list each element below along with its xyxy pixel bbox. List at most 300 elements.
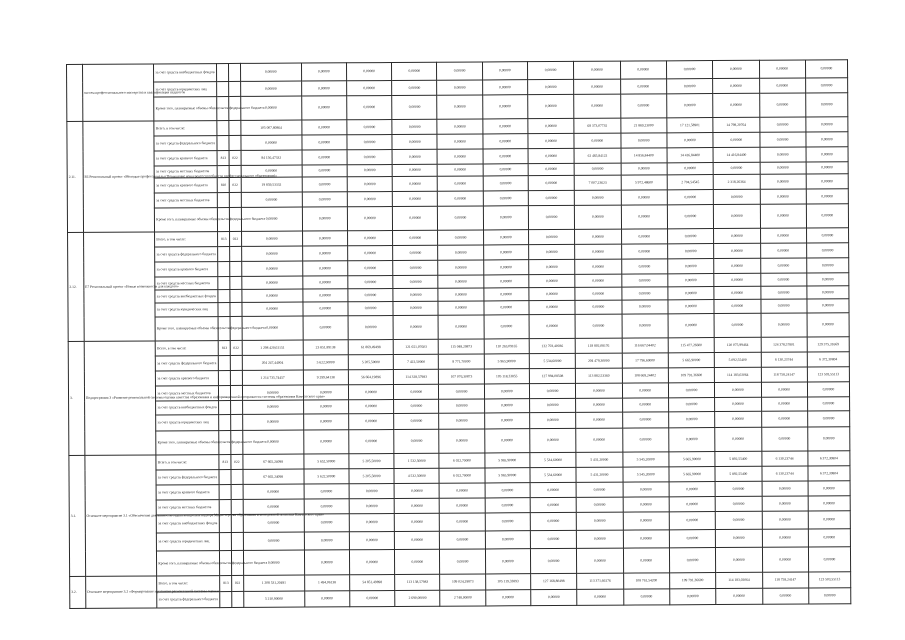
amount-cell: 0,00000 — [667, 133, 713, 148]
section-code — [231, 469, 243, 484]
amount-cell: 0,00000 — [440, 531, 485, 549]
ministry-code — [217, 82, 229, 97]
section-code — [232, 591, 244, 607]
amount-cell: 0,00000 — [392, 176, 437, 191]
section-code: 022 — [229, 150, 241, 165]
amount-cell: 0,00000 — [576, 512, 622, 530]
section-code — [229, 120, 241, 135]
amount-cell: 0,00000 — [576, 482, 622, 497]
amount-cell: 0,00000 — [807, 397, 849, 411]
amount-cell: 0,00000 — [576, 398, 622, 412]
amount-cell: 0,00000 — [806, 162, 848, 174]
amount-cell: 0,00000 — [241, 207, 302, 231]
amount-cell: 0,00000 — [304, 514, 349, 532]
amount-cell: 0,00000 — [348, 400, 393, 414]
amount-cell: 0,00000 — [528, 229, 574, 244]
amount-cell: 0,00000 — [761, 427, 807, 451]
amount-cell: 0,00000 — [575, 229, 621, 244]
section-code — [231, 532, 243, 550]
section-code — [229, 135, 241, 150]
amount-cell: 5 205,50000 — [348, 355, 393, 370]
section-code — [229, 63, 241, 81]
ministry-code — [220, 532, 232, 550]
amount-cell: 0,00000 — [241, 246, 302, 261]
amount-cell: 0,00000 — [576, 428, 622, 452]
amount-cell: 0,00000 — [807, 258, 849, 273]
funding-source: Кроме того, планируемые объемы обязательств федерального бюджета — [154, 97, 217, 121]
amount-cell: 0,00000 — [527, 61, 573, 79]
amount-cell: 0,00000 — [393, 315, 438, 339]
amount-cell: 0,00000 — [438, 206, 483, 230]
amount-cell: 0,00000 — [302, 192, 347, 207]
amount-cell: 5 431,20000 — [576, 452, 622, 467]
program-name: Основное мероприятие 3.2 «Формирование и развитие региональной системы оценки — [85, 576, 157, 608]
ministry-code — [219, 356, 231, 371]
amount-cell: 124 378,57801 — [761, 337, 807, 352]
amount-cell: 0,00000 — [302, 120, 347, 135]
amount-cell: 1 494,06138 — [304, 575, 349, 591]
amount-cell: 0,00000 — [715, 511, 761, 529]
amount-cell: 0,00000 — [668, 398, 714, 412]
funding-source: за счет средств внебюджетных фондов — [157, 515, 220, 533]
amount-cell: 0,00000 — [485, 590, 530, 606]
amount-cell: 0,00000 — [761, 397, 807, 411]
funding-source: за счет средств федерального бюджета — [154, 136, 217, 151]
amount-cell: 0,00000 — [574, 163, 620, 175]
amount-cell: 0,00000 — [621, 205, 667, 229]
amount-cell: 0,00000 — [529, 274, 575, 287]
amount-cell: 23 851,89138 — [303, 340, 348, 355]
amount-cell: 0,00000 — [715, 411, 761, 427]
amount-cell: 2 690,00000 — [395, 590, 440, 606]
amount-cell: 127 994,08508 — [529, 368, 575, 383]
amount-cell: 0,00000 — [483, 275, 528, 288]
amount-cell: 114 183,02064 — [715, 367, 761, 382]
amount-cell: 0,00000 — [670, 589, 716, 605]
amount-cell: 0,00000 — [714, 313, 760, 337]
ministry-code: 813 — [219, 341, 231, 356]
amount-cell: 0,00000 — [347, 231, 392, 246]
funding-source: Всего, в том числе: — [157, 576, 220, 592]
amount-cell: 0,00000 — [483, 119, 528, 134]
amount-cell: 0,00000 — [243, 499, 304, 514]
amount-cell: 0,00000 — [303, 430, 348, 454]
amount-cell: 0,00000 — [575, 300, 621, 314]
amount-cell: 0,00000 — [241, 276, 302, 289]
funding-source: за счет средств краевого бюджета — [154, 151, 217, 166]
amount-cell: 0,00000 — [761, 382, 807, 397]
amount-cell: 0,00000 — [242, 414, 303, 430]
amount-cell: 0,00000 — [760, 243, 806, 258]
amount-cell: 0,00000 — [528, 79, 574, 94]
funding-source: за счет средств юридических лиц — [157, 533, 220, 551]
ministry-code: 813 — [219, 454, 231, 469]
table-body — [67, 60, 851, 609]
amount-cell: 0,00000 — [761, 411, 807, 427]
amount-cell: 0,00000 — [483, 164, 528, 176]
amount-cell: 0,00000 — [622, 383, 668, 398]
funding-source: за счет средств краевого бюджета — [156, 485, 219, 500]
amount-cell: 0,00000 — [623, 589, 669, 605]
amount-cell: 0,00000 — [760, 273, 806, 286]
amount-cell: 0,00000 — [242, 289, 303, 302]
amount-cell: 0,00000 — [304, 591, 349, 607]
amount-cell: 0,00000 — [623, 530, 669, 548]
amount-cell: 0,00000 — [392, 191, 437, 206]
amount-cell: 5 205,50000 — [349, 469, 394, 484]
amount-cell: 0,00000 — [621, 163, 667, 175]
amount-cell: 0,00000 — [669, 548, 715, 573]
amount-cell: 4 532,50000 — [394, 468, 439, 483]
amount-cell: 0,00000 — [576, 383, 622, 398]
amount-cell: 5 965,90000 — [485, 453, 530, 468]
amount-cell: 0,00000 — [577, 589, 623, 605]
amount-cell: 5 652,50000 — [304, 454, 349, 469]
amount-cell: 5 665,90000 — [669, 467, 715, 482]
amount-cell: 0,00000 — [760, 299, 806, 313]
funding-source: за счет средств федерального бюджета — [156, 356, 219, 371]
section-code — [230, 276, 242, 289]
amount-cell: 123 503,55113 — [808, 572, 850, 588]
amount-cell: 0,00000 — [530, 482, 576, 497]
amount-cell: 0,00000 — [438, 176, 483, 191]
amount-cell: 0,00000 — [303, 289, 348, 302]
amount-cell: 0,00000 — [438, 260, 483, 275]
section-code — [229, 192, 241, 207]
amount-cell: 0,00000 — [530, 512, 576, 530]
amount-cell: 113 882,53360 — [576, 368, 622, 383]
amount-cell: 204 247,44004 — [242, 355, 303, 370]
amount-cell: 0,00000 — [622, 300, 668, 314]
amount-cell: 0,00000 — [715, 382, 761, 397]
amount-cell: 0,00000 — [667, 94, 713, 118]
amount-cell: 0,00000 — [392, 134, 437, 149]
funding-source: за счет средств краевого бюджета — [155, 262, 218, 277]
amount-cell: 0,00000 — [302, 177, 347, 192]
amount-cell: 0,00000 — [759, 93, 805, 117]
amount-cell: 0,00000 — [437, 95, 482, 119]
funding-source: за счет средств внебюджетных фондов — [156, 401, 219, 415]
amount-cell: 0,00000 — [483, 134, 528, 149]
ministry-code — [219, 401, 231, 415]
section-code — [230, 261, 242, 276]
amount-cell: 0,00000 — [806, 132, 848, 147]
amount-cell: 0,00000 — [668, 314, 714, 338]
amount-cell: 0,00000 — [440, 549, 485, 574]
funding-source: за счет средств федерального бюджета — [157, 592, 220, 608]
amount-cell: 0,00000 — [713, 162, 759, 174]
amount-cell: 0,00000 — [304, 550, 349, 575]
amount-cell: 0,00000 — [439, 384, 484, 399]
amount-cell: 0,00000 — [349, 430, 394, 454]
amount-cell: 0,00000 — [304, 484, 349, 499]
amount-cell: 0,00000 — [807, 299, 849, 313]
amount-cell: 0,00000 — [667, 244, 713, 259]
amount-cell: 0,00000 — [715, 427, 761, 451]
amount-cell: 0,00000 — [347, 165, 392, 177]
amount-cell: 0,00000 — [482, 95, 527, 119]
amount-cell: 0,00000 — [302, 165, 347, 177]
ministry-code: 810 — [218, 178, 230, 193]
amount-cell: 0,00000 — [303, 302, 348, 316]
ministry-code — [219, 469, 231, 484]
amount-cell: 0,00000 — [242, 385, 303, 400]
amount-cell: 0,00000 — [243, 532, 304, 550]
amount-cell: 0,00000 — [348, 316, 393, 340]
amount-cell: 0,00000 — [348, 261, 393, 276]
amount-cell: 0,00000 — [240, 63, 301, 81]
amount-cell: 6 130,23744 — [761, 466, 807, 481]
amount-cell: 108 669,24402 — [622, 368, 668, 383]
amount-cell: 0,00000 — [242, 400, 303, 414]
section-code — [230, 246, 242, 261]
amount-cell: 0,00000 — [807, 411, 849, 427]
amount-cell: 0,00000 — [438, 230, 483, 245]
ministry-code — [218, 290, 230, 303]
amount-cell: 0,00000 — [575, 287, 621, 300]
amount-cell: 0,00000 — [393, 288, 438, 301]
ministry-code — [218, 303, 230, 317]
amount-cell: 0,00000 — [528, 163, 574, 175]
amount-cell: 0,00000 — [760, 228, 806, 243]
amount-cell: 0,00000 — [530, 412, 576, 428]
amount-cell: 0,00000 — [622, 412, 668, 428]
amount-cell: 5 534,60000 — [529, 353, 575, 368]
amount-cell: 0,00000 — [762, 529, 808, 547]
amount-cell: 0,00000 — [485, 483, 530, 498]
amount-cell: 0,00000 — [713, 132, 759, 147]
amount-cell: 5 534,60000 — [530, 467, 576, 482]
amount-cell: 0,00000 — [438, 288, 483, 301]
amount-cell: 132 703,40036 — [529, 338, 575, 353]
amount-cell: 0,00000 — [805, 78, 847, 93]
amount-cell: 0,00000 — [668, 287, 714, 300]
amount-cell: 0,00000 — [622, 398, 668, 412]
amount-cell: 0,00000 — [484, 413, 529, 429]
funding-source: за счет средств внебюджетных фондов — [155, 290, 218, 303]
amount-cell: 0,00000 — [620, 79, 666, 94]
amount-cell: 0,00000 — [483, 245, 528, 260]
amount-cell: 2 748,00000 — [440, 590, 485, 606]
amount-cell: 109 791,36600 — [669, 573, 715, 589]
document-sheet — [66, 64, 848, 634]
row-index: 3.1. — [69, 455, 86, 576]
amount-cell: 109 791,36600 — [668, 368, 714, 383]
amount-cell: 54 851,49898 — [350, 575, 395, 591]
amount-cell: 0,00000 — [485, 531, 530, 549]
funding-source: за счет средств юридических лиц — [156, 415, 219, 431]
amount-cell: 118 758,24147 — [761, 367, 807, 382]
ministry-code — [220, 514, 232, 532]
budget-table — [66, 59, 851, 609]
section-code: 022 — [229, 177, 241, 192]
amount-cell: 0,00000 — [347, 207, 392, 231]
amount-cell: 0,00000 — [807, 382, 849, 397]
amount-cell: 0,00000 — [621, 229, 667, 244]
amount-cell: 6 372,30804 — [808, 466, 850, 481]
amount-cell: 0,00000 — [574, 61, 620, 79]
amount-cell: 108 761,54200 — [623, 573, 669, 589]
amount-cell: 0,00000 — [394, 498, 439, 513]
amount-cell: 0,00000 — [806, 189, 848, 204]
amount-cell: 0,00000 — [714, 299, 760, 313]
amount-cell: 0,00000 — [349, 499, 394, 514]
amount-cell: 0,00000 — [350, 591, 395, 607]
amount-cell: 0,00000 — [528, 133, 574, 148]
amount-cell: 0,00000 — [666, 61, 712, 79]
amount-cell: 0,00000 — [392, 164, 437, 176]
program-name: систем профессионального мастерства и квалификации педагогов — [82, 64, 154, 121]
amount-cell: 109 024,29873 — [440, 574, 485, 590]
amount-cell: 0,00000 — [440, 483, 485, 498]
amount-cell: 0,00000 — [806, 147, 848, 162]
amount-cell: 0,00000 — [762, 547, 808, 572]
amount-cell: 14 798,20764 — [713, 117, 759, 132]
amount-cell: 0,00000 — [302, 261, 347, 276]
amount-cell: 0,00000 — [759, 60, 805, 78]
amount-cell: 0,00000 — [530, 428, 576, 452]
amount-cell: 0,00000 — [716, 588, 762, 604]
amount-cell: 0,00000 — [529, 300, 575, 314]
amount-cell: 0,00000 — [528, 205, 574, 229]
amount-cell: 0,00000 — [483, 149, 528, 164]
amount-cell: 115 048,29873 — [439, 339, 484, 354]
amount-cell: 0,00000 — [483, 260, 528, 275]
amount-cell: 0,00000 — [349, 414, 394, 430]
amount-cell: 0,00000 — [807, 273, 849, 286]
funding-source: за счет средств федерального бюджета — [155, 247, 218, 262]
amount-cell: 120 075,99464 — [714, 337, 760, 352]
amount-cell: 0,00000 — [762, 481, 808, 496]
amount-cell: 5 545,20000 — [623, 467, 669, 482]
amount-cell: 0,00000 — [715, 397, 761, 411]
amount-cell: 0,00000 — [623, 497, 669, 512]
amount-cell: 0,00000 — [392, 80, 437, 95]
amount-cell: 0,00000 — [668, 300, 714, 314]
amount-cell: 0,00000 — [483, 176, 528, 191]
amount-cell: 0,00000 — [241, 135, 302, 150]
program-name: Е7 Региональный проект «Новые возможности для каждого» — [83, 232, 155, 341]
amount-cell: 0,00000 — [484, 301, 529, 315]
amount-cell: 0,00000 — [437, 134, 482, 149]
amount-cell: 0,00000 — [574, 133, 620, 148]
amount-cell: 0,00000 — [438, 164, 483, 176]
amount-cell: 5 665,90000 — [669, 452, 715, 467]
ministry-code: 813 — [220, 575, 232, 591]
amount-cell: 0,00000 — [485, 513, 530, 531]
amount-cell: 0,00000 — [348, 246, 393, 261]
amount-cell: 0,00000 — [394, 513, 439, 531]
amount-cell: 56 664,19896 — [348, 370, 393, 385]
amount-cell: 0,00000 — [439, 413, 484, 429]
amount-cell: 1 208 531,20491 — [243, 575, 304, 591]
amount-cell: 0,00000 — [762, 511, 808, 529]
row-index: 2.12. — [68, 232, 84, 341]
amount-cell: 5 965,90000 — [485, 468, 530, 483]
funding-source: Кроме того, планируемые объемы обязательств федерального бюджета — [155, 317, 218, 341]
amount-cell: 0,00000 — [623, 482, 669, 497]
amount-cell: 0,00000 — [575, 244, 621, 259]
amount-cell: 0,00000 — [621, 274, 667, 287]
amount-cell: 0,00000 — [241, 165, 302, 177]
amount-cell: 0,00000 — [394, 413, 439, 429]
amount-cell: 0,00000 — [528, 148, 574, 163]
amount-cell: 0,00000 — [348, 302, 393, 316]
amount-cell: 9 299,64138 — [303, 370, 348, 385]
amount-cell: 0,00000 — [303, 316, 348, 340]
amount-cell: 0,00000 — [760, 189, 806, 204]
amount-cell: 0,00000 — [241, 231, 302, 246]
amount-cell: 0,00000 — [762, 588, 808, 604]
amount-cell: 0,00000 — [575, 259, 621, 274]
amount-cell: 0,00000 — [576, 497, 622, 512]
amount-cell: 0,00000 — [243, 550, 304, 575]
amount-cell: 0,00000 — [808, 496, 850, 511]
amount-cell: 0,00000 — [716, 529, 762, 547]
amount-cell: 0,00000 — [714, 204, 760, 228]
amount-cell: 0,00000 — [395, 531, 440, 549]
funding-source: за счет средств местных бюджетов — [155, 277, 218, 290]
amount-cell: 115 477,26600 — [668, 338, 714, 353]
amount-cell: 0,00000 — [760, 162, 806, 174]
amount-cell: 0,00000 — [437, 62, 482, 80]
funding-source: Всего, в том числе: — [155, 232, 218, 247]
funding-source: Кроме того, планируемые объемы обязательств федерального бюджета — [157, 551, 220, 576]
amount-cell: 0,00000 — [760, 174, 806, 189]
section-code — [231, 514, 243, 532]
funding-source: Кроме того, планируемые объемы обязательств федерального бюджета — [156, 431, 219, 455]
amount-cell: 0,00000 — [575, 274, 621, 287]
amount-cell: 0,00000 — [806, 204, 848, 228]
amount-cell: 0,00000 — [669, 497, 715, 512]
amount-cell: 17 796,60000 — [622, 353, 668, 368]
amount-cell: 0,00000 — [668, 274, 714, 287]
amount-cell: 0,00000 — [529, 314, 575, 338]
section-code — [229, 81, 241, 96]
section-code: 022 — [230, 231, 242, 246]
ministry-code — [217, 136, 229, 151]
amount-cell: 0,00000 — [302, 150, 347, 165]
amount-cell: 0,00000 — [393, 275, 438, 288]
section-code — [231, 400, 243, 414]
amount-cell: 0,00000 — [623, 512, 669, 530]
amount-cell: 0,00000 — [243, 514, 304, 532]
amount-cell: 14 416,84400 — [713, 147, 759, 162]
amount-cell: 0,00000 — [806, 174, 848, 189]
amount-cell: 0,00000 — [302, 231, 347, 246]
amount-cell: 0,00000 — [439, 429, 484, 453]
amount-cell: 0,00000 — [392, 119, 437, 134]
amount-cell: 1 532,50000 — [394, 453, 439, 468]
amount-cell: 0,00000 — [302, 246, 347, 261]
amount-cell: 6 130,23744 — [761, 352, 807, 367]
amount-cell: 5 622,50000 — [303, 355, 348, 370]
amount-cell: 0,00000 — [394, 429, 439, 453]
amount-cell: 0,00000 — [760, 204, 806, 228]
amount-cell: 6 022,70000 — [439, 468, 484, 483]
amount-cell: 0,00000 — [806, 117, 848, 132]
amount-cell: 0,00000 — [668, 383, 714, 398]
amount-cell: 0,00000 — [438, 245, 483, 260]
funding-source: за счет средств юридических лиц — [154, 82, 217, 97]
amount-cell: 0,00000 — [667, 229, 713, 244]
amount-cell: 0,00000 — [392, 62, 437, 80]
amount-cell: 0,00000 — [669, 482, 715, 497]
amount-cell: 0,00000 — [483, 206, 528, 230]
amount-cell: 0,00000 — [301, 81, 346, 96]
amount-cell: 0,00000 — [242, 430, 303, 454]
amount-cell: 0,00000 — [392, 149, 437, 164]
